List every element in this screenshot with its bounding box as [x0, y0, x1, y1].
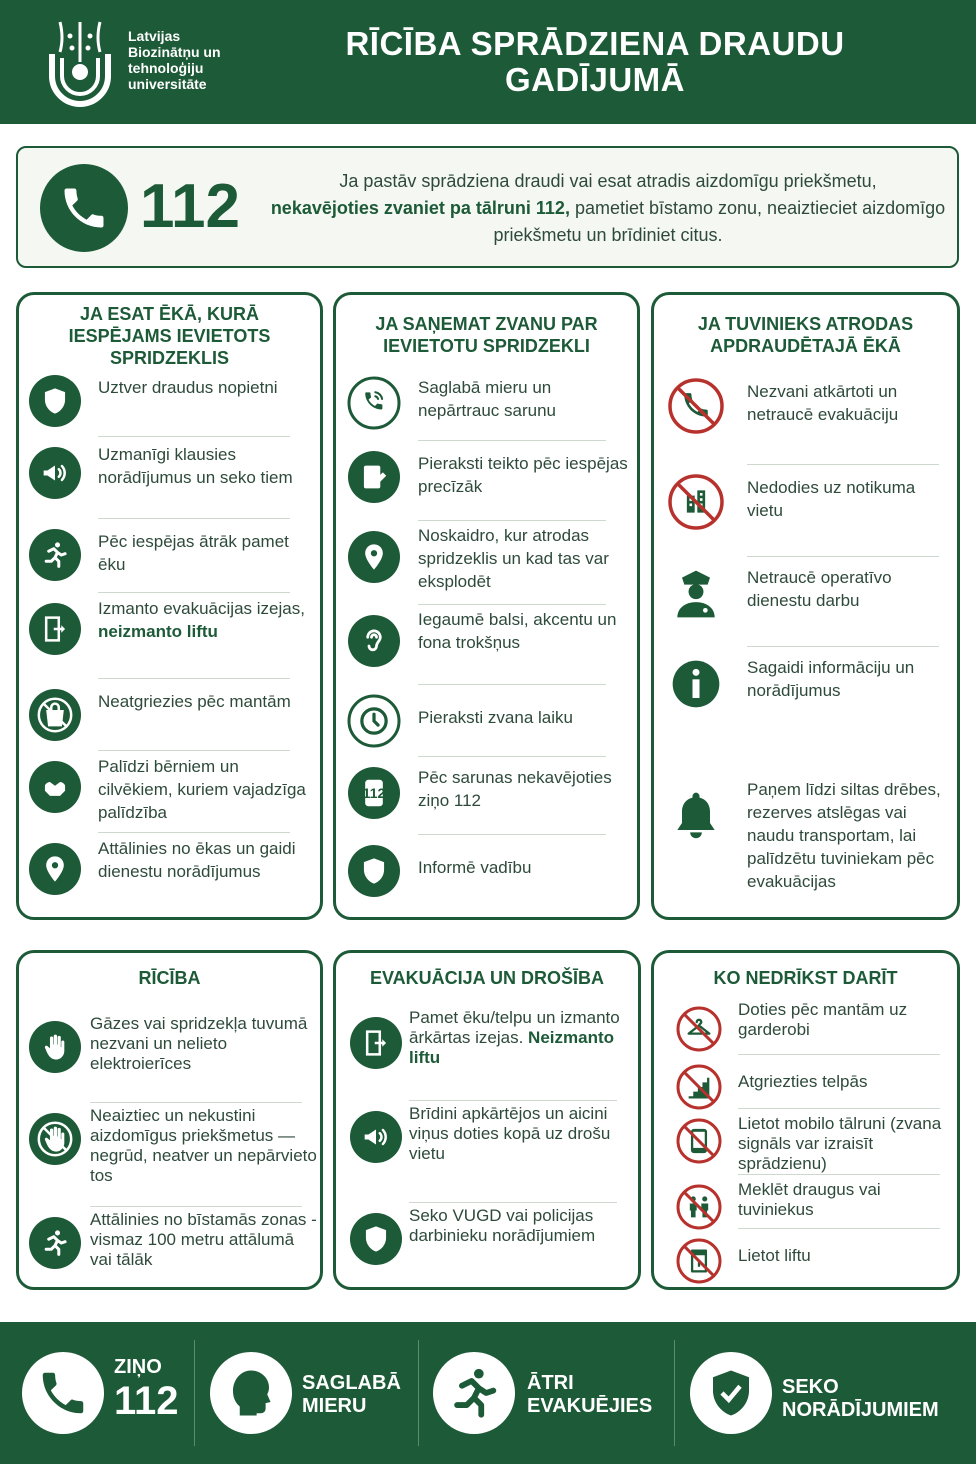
divider: [98, 436, 290, 437]
item-label: Palīdzi bērniem un cilvēkiem, kuriem vajadzīga palīdzība: [98, 757, 306, 822]
item-label: Pamet ēku/telpu un izmanto ārkārtas izejas. Neizmanto liftu: [409, 1008, 620, 1067]
divider: [747, 556, 939, 557]
footer-label: ZIŅO 112: [114, 1356, 179, 1423]
shield-check-icon: [347, 844, 401, 898]
item-label: Sagaidi informāciju un norādījumus: [747, 658, 915, 700]
divider: [90, 1102, 302, 1103]
exit-door-icon: [349, 1016, 403, 1070]
location-pin-icon: [347, 530, 401, 584]
divider: [418, 440, 606, 441]
divider: [409, 1202, 617, 1203]
phone-icon: [40, 164, 128, 252]
shield-check-icon: [690, 1352, 772, 1434]
item-label: Neaiztiec un nekustini aizdomīgus priekšmetus — negrūd, neatver un nepārvieto tos: [90, 1106, 317, 1185]
card-title: JA TUVINIEKS ATRODAS APDRAUDĒTAJĀ ĒKĀ: [697, 314, 914, 356]
item-label: Izmanto evakuācijas izejas, neizmanto liftu: [98, 599, 305, 641]
running-person-icon: [28, 528, 82, 582]
head-icon: [210, 1352, 292, 1434]
item-label: Iegaumē balsi, akcentu un fona trokšņus: [418, 610, 617, 652]
divider: [418, 604, 606, 605]
no-elevator-icon: [676, 1238, 722, 1284]
item-label: Gāzes vai spridzekļa tuvumā nezvani un nelieto elektroierīces: [90, 1014, 308, 1073]
item-label: Uztver draudus nopietni: [98, 378, 278, 397]
no-bag-icon: [28, 688, 82, 742]
intro-text: Ja pastāv sprādziena draudi vai esat atradis aizdomīgu priekšmetu, nekavējoties zvaniet pa tālruni 112, pametiet bīstamo zonu, neaiztieciet aizdomīgo priekšmetu un brīdiniet citus.: [270, 171, 946, 245]
divider: [98, 832, 290, 833]
item-label: Informē vadību: [418, 858, 532, 877]
notepad-icon: [347, 450, 401, 504]
page-title: RĪCĪBA SPRĀDZIENA DRAUDU GADĪJUMĀ: [345, 25, 845, 98]
divider: [98, 592, 290, 593]
item-label: Pieraksti zvana laiku: [418, 708, 573, 727]
card-title: EVAKUĀCIJA UN DROŠĪBA: [369, 968, 605, 988]
divider: [674, 1340, 675, 1446]
divider: [747, 464, 939, 465]
item-label: Pēc iespējas ātrāk pamet ēku: [98, 532, 289, 574]
item-label: Meklēt draugus vai tuviniekus: [738, 1180, 881, 1219]
exit-door-icon: [28, 602, 82, 656]
intro-box: [16, 146, 959, 268]
item-label: Nezvani atkārtoti un netraucē evakuāciju: [747, 382, 899, 424]
item-label: Atgriezties telpās: [738, 1072, 868, 1091]
card-title: JA SAŅEMAT ZVANU PAR IEVIETOTU SPRIDZEKLI: [375, 314, 598, 356]
no-building-icon: [668, 474, 724, 530]
divider: [98, 678, 290, 679]
ear-icon: [347, 614, 401, 668]
divider: [418, 756, 606, 757]
footer-label: SAGLABĀ MIERU: [302, 1372, 401, 1417]
bell-icon: [668, 788, 724, 844]
card-title: JA ESAT ĒKĀ, KURĀ IESPĒJAMS IEVIETOTS SPRIDZEKLIS: [68, 304, 271, 368]
no-people-icon: [676, 1184, 722, 1230]
no-mobile-icon: [676, 1118, 722, 1164]
no-phone-icon: [668, 378, 724, 434]
no-stairs-icon: [676, 1064, 722, 1110]
divider: [418, 520, 606, 521]
emergency-number: 112: [140, 172, 241, 241]
item-label: Neatgriezies pēc mantām: [98, 692, 291, 711]
divider: [409, 1100, 617, 1101]
shield-check-icon: [28, 374, 82, 428]
card-title: RĪCĪBA: [138, 968, 201, 988]
item-label: Doties pēc mantām uz garderobi: [738, 1000, 908, 1039]
divider: [194, 1340, 195, 1446]
divider: [738, 1228, 940, 1229]
running-person-icon: [433, 1352, 515, 1434]
header: [0, 0, 976, 124]
item-label: Pēc sarunas nekavējoties ziņo 112: [418, 768, 612, 810]
item-label: Saglabā mieru un nepārtrauc sarunu: [418, 378, 556, 420]
police-officer-icon: [668, 566, 724, 622]
item-label: Lietot mobilo tālruni (zvana signāls var izraisīt sprādzienu): [738, 1114, 942, 1173]
divider: [738, 1174, 940, 1175]
shield-check-icon: [349, 1212, 403, 1266]
item-label: Attālinies no bīstamās zonas - vismaz 100 metru attālumā vai tālāk: [90, 1210, 317, 1269]
phone-112-badge: 112: [362, 785, 386, 801]
item-label: Uzmanīgi klausies norādījumus un seko tiem: [98, 445, 293, 487]
phone-ring-icon: [347, 376, 401, 430]
item-label: Netraucē operatīvo dienestu darbu: [747, 568, 892, 610]
clock-icon: [347, 694, 401, 748]
divider: [418, 1340, 419, 1446]
megaphone-icon: [28, 446, 82, 500]
no-touch-icon: [28, 1112, 82, 1166]
card-title: KO NEDRĪKST DARĪT: [713, 968, 898, 988]
footer-label: SEKO NORĀDĪJUMIEM: [782, 1376, 939, 1421]
no-hanger-icon: [676, 1006, 722, 1052]
item-label: Lietot liftu: [738, 1246, 811, 1265]
running-person-icon: [28, 1216, 82, 1270]
item-label: Pieraksti teikto pēc iespējas precīzāk: [418, 454, 628, 496]
footer-label: ĀTRI EVAKUĒJIES: [527, 1372, 653, 1417]
item-label: Brīdini apkārtējos un aicini viņus doties kopā uz drošu vietu: [409, 1104, 611, 1163]
divider: [98, 518, 290, 519]
footer: [0, 1322, 976, 1464]
divider: [90, 1206, 302, 1207]
divider: [747, 646, 939, 647]
university-logo-icon: [46, 14, 114, 110]
item-label: Seko VUGD vai policijas darbinieku norādījumiem: [409, 1206, 596, 1245]
divider: [418, 684, 606, 685]
phone-icon: [22, 1352, 104, 1434]
stop-hand-icon: [28, 1020, 82, 1074]
divider: [738, 1054, 940, 1055]
university-name: Latvijas Biozinātņu un tehnoloģiju universitāte: [128, 28, 221, 92]
item-label: Noskaidro, kur atrodas spridzeklis un kad tas var eksplodēt: [418, 526, 609, 591]
location-pin-icon: [28, 842, 82, 896]
item-label: Paņem līdzi siltas drēbes, rezerves atslēgas vai naudu transportam, lai palīdzētu tuviniekam pēc evakuācijas: [747, 780, 941, 891]
info-icon: [668, 656, 724, 712]
item-label: Nedodies uz notikuma vietu: [747, 478, 916, 520]
item-label: Attālinies no ēkas un gaidi dienestu norādījumus: [98, 839, 296, 881]
helping-people-icon: [28, 760, 82, 814]
divider: [98, 750, 290, 751]
divider: [738, 1108, 940, 1109]
divider: [418, 834, 606, 835]
megaphone-icon: [349, 1110, 403, 1164]
